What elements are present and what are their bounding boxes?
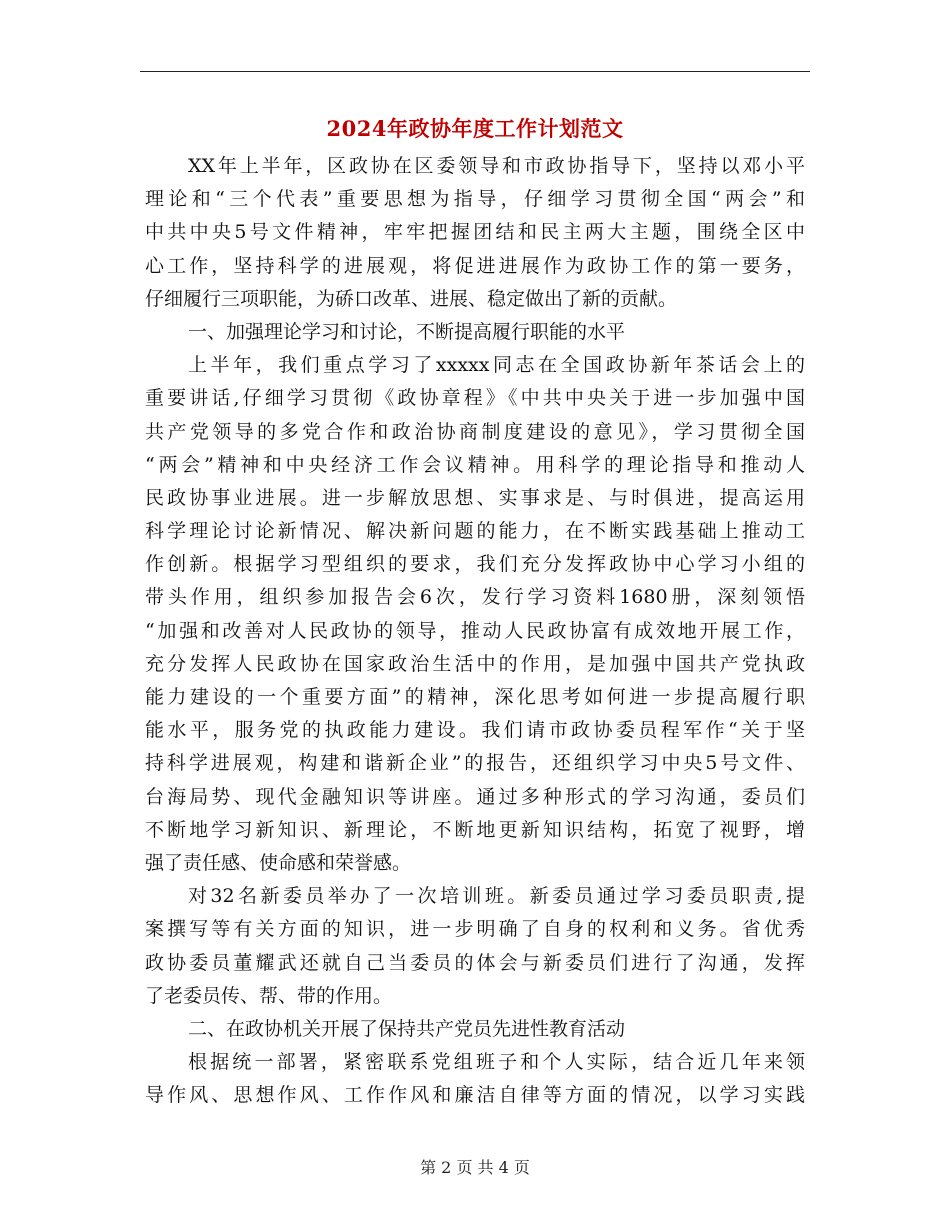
- text-line: 能力建设的一个重要方面”的精神，深化思考如何进一步提高履行职: [145, 686, 805, 708]
- text-line: 上半年，我们重点学习了xxxxx同志在全国政协新年茶话会上的: [188, 354, 805, 377]
- text-line: 重要讲话,仔细学习贯彻《政协章程》《中共中央关于进一步加强中国: [145, 387, 805, 410]
- text-line: 作创新。根据学习型组织的要求，我们充分发挥政协中心学习小组的: [145, 553, 805, 576]
- text-line: 仔细履行三项职能，为硚口改革、进展、稳定做出了新的贡献。: [145, 287, 678, 310]
- text-line: 共产党领导的多党合作和政治协商制度建设的意见》，学习贯彻全国: [145, 420, 805, 443]
- text-line: XX年上半年，区政协在区委领导和市政协指导下，坚持以邓小平: [188, 155, 805, 177]
- header-rule: [140, 71, 810, 72]
- text-line: 二、在政协机关开展了保持共产党员先进性教育活动: [188, 1017, 626, 1040]
- text-line: 带头作用，组织参加报告会6次，发行学习资料1680册，深刻领悟: [145, 586, 805, 609]
- page-footer: 第 2 页 共 4 页: [420, 1158, 530, 1177]
- text-line: 充分发挥人民政协在国家政治生活中的作用，是加强中国共产党执政: [145, 652, 805, 675]
- text-line: 台海局势、现代金融知识等讲座。通过多种形式的学习沟通，委员们: [145, 785, 805, 808]
- text-line: 案撰写等有关方面的知识，进一步明确了自身的权利和义务。省优秀: [145, 918, 805, 941]
- text-line: 根据统一部署，紧密联系党组班子和个人实际，结合近几年来领: [188, 1051, 805, 1074]
- text-line: 不断地学习新知识、新理论，不断地更新知识结构，拓宽了视野，增: [145, 818, 805, 841]
- text-line: “加强和改善对人民政协的领导，推动人民政协富有成效地开展工作，: [145, 619, 805, 642]
- text-line: 民政协事业进展。进一步解放思想、实事求是、与时俱进，提高运用: [145, 486, 805, 509]
- text-line: 了老委员传、帮、带的作用。: [145, 984, 393, 1007]
- text-line: “两会”精神和中央经济工作会议精神。用科学的理论指导和推动人: [145, 453, 805, 476]
- text-line: 一、加强理论学习和讨论，不断提高履行职能的水平: [188, 320, 626, 343]
- text-line: 理论和“三个代表”重要思想为指导，仔细学习贯彻全国“两会”和: [145, 188, 805, 211]
- document-body: [145, 150, 805, 1112]
- text-line: 中共中央5号文件精神，牢牢把握团结和民主两大主题，围绕全区中: [145, 221, 805, 244]
- text-line: 政协委员董耀武还就自己当委员的体会与新委员们进行了沟通，发挥: [145, 951, 805, 974]
- text-line: 强了责任感、使命感和荣誉感。: [145, 851, 412, 874]
- text-line: 科学理论讨论新情况、解决新问题的能力，在不断实践基础上推动工: [145, 520, 805, 543]
- text-line: 导作风、思想作风、工作作风和廉洁自律等方面的情况，以学习实践: [145, 1084, 805, 1107]
- text-line: 持科学进展观，构建和谐新企业”的报告，还组织学习中央5号文件、: [145, 752, 805, 775]
- text-line: 能水平，服务党的执政能力建设。我们请市政协委员程军作“关于坚: [145, 719, 805, 742]
- text-line: 对32名新委员举办了一次培训班。新委员通过学习委员职责,提: [188, 885, 805, 908]
- text-line: 心工作，坚持科学的进展观，将促进进展作为政协工作的第一要务，: [145, 254, 805, 277]
- document-title: 2024年政协年度工作计划范文: [326, 116, 624, 141]
